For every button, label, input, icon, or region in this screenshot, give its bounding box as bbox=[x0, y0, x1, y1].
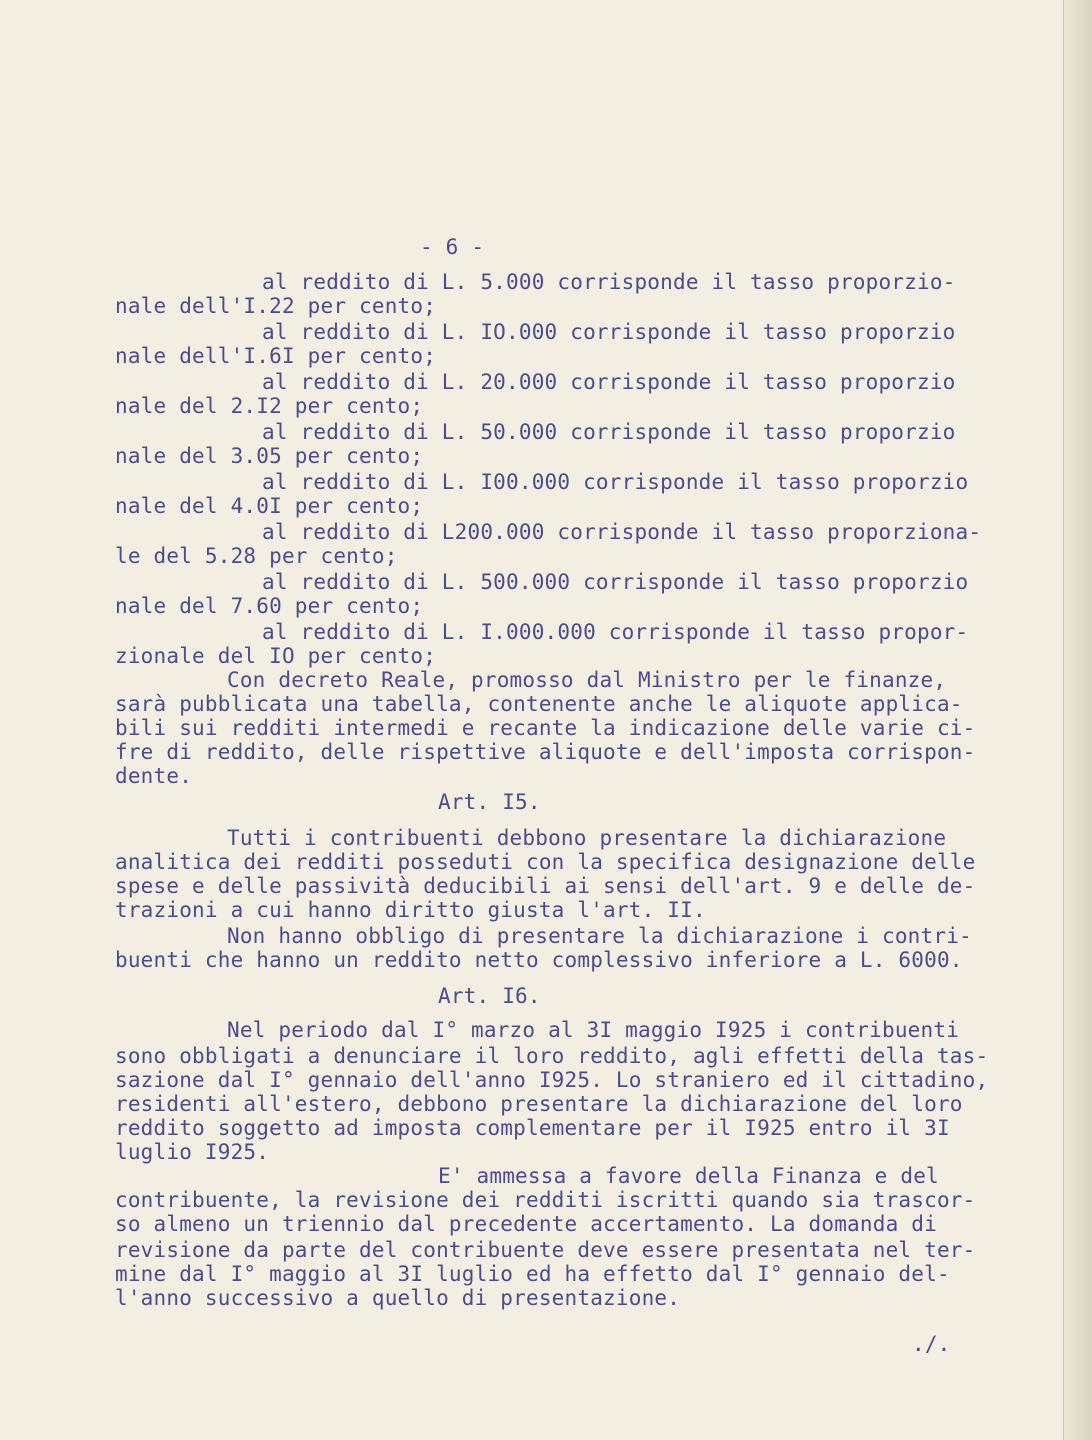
text-line: al reddito di L. 500.000 corrisponde il tasso proporzio bbox=[262, 570, 969, 594]
text-line: reddito soggetto ad imposta complementare per il I925 entro il 3I bbox=[115, 1116, 950, 1140]
continuation-mark: ./. bbox=[912, 1332, 951, 1356]
text-line: so almeno un triennio dal precedente accertamento. La domanda di bbox=[115, 1212, 937, 1236]
text-line: al reddito di L. IO.000 corrisponde il tasso proporzio bbox=[262, 320, 956, 344]
text-line: nale del 7.60 per cento; bbox=[115, 594, 424, 618]
text-line: mine dal I° maggio al 3I luglio ed ha effetto dal I° gennaio del- bbox=[115, 1262, 950, 1286]
text-line: spese e delle passività deducibili ai sensi dell'art. 9 e delle de- bbox=[115, 874, 976, 898]
text-line: Non hanno obbligo di presentare la dichiarazione i contri- bbox=[227, 924, 972, 948]
text-line: al reddito di L. 5.000 corrisponde il tasso proporzio- bbox=[262, 270, 956, 294]
text-line: al reddito di L. I00.000 corrisponde il tasso proporzio bbox=[262, 470, 969, 494]
text-line: al reddito di L200.000 corrisponde il tasso proporziona- bbox=[262, 520, 982, 544]
text-line: trazioni a cui hanno diritto giusta l'art. II. bbox=[115, 898, 706, 922]
text-line: buenti che hanno un reddito netto complessivo inferiore a L. 6000. bbox=[115, 948, 963, 972]
article-heading: Art. I6. bbox=[438, 984, 541, 1008]
text-line: Con decreto Reale, promosso dal Ministro per le finanze, bbox=[227, 668, 947, 692]
text-line: sono obbligati a denunciare il loro reddito, agli effetti della tas- bbox=[115, 1044, 989, 1068]
text-line: al reddito di L. 20.000 corrisponde il tasso proporzio bbox=[262, 370, 956, 394]
text-line: residenti all'estero, debbono presentare la dichiarazione del loro bbox=[115, 1092, 963, 1116]
text-line: sarà pubblicata una tabella, contenente anche le aliquote applica- bbox=[115, 692, 963, 716]
text-line: revisione da parte del contribuente deve essere presentata nel ter- bbox=[115, 1238, 976, 1262]
text-line: nale dell'I.22 per cento; bbox=[115, 294, 437, 318]
text-line: dente. bbox=[115, 764, 193, 788]
text-line: fre di reddito, delle rispettive aliquote e dell'imposta corrispon- bbox=[115, 740, 976, 764]
text-line: sazione dal I° gennaio dell'anno I925. Lo straniero ed il cittadino, bbox=[115, 1068, 989, 1092]
text-line: nale del 2.I2 per cento; bbox=[115, 394, 424, 418]
text-line: Nel periodo dal I° marzo al 3I maggio I925 i contribuenti bbox=[227, 1018, 960, 1042]
article-heading: Art. I5. bbox=[438, 790, 541, 814]
text-line: bili sui redditi intermedi e recante la indicazione delle varie ci- bbox=[115, 716, 976, 740]
text-line: nale del 3.05 per cento; bbox=[115, 444, 424, 468]
page-number: - 6 - bbox=[420, 235, 485, 259]
text-line: zionale del IO per cento; bbox=[115, 644, 437, 668]
text-line: Tutti i contribuenti debbono presentare la dichiarazione bbox=[227, 826, 947, 850]
text-line: contribuente, la revisione dei redditi iscritti quando sia trascor- bbox=[115, 1188, 976, 1212]
text-line: al reddito di L. I.000.000 corrisponde il tasso propor- bbox=[262, 620, 969, 644]
text-line: E' ammessa a favore della Finanza e del bbox=[438, 1164, 939, 1188]
text-line: nale dell'I.6I per cento; bbox=[115, 344, 437, 368]
text-line: le del 5.28 per cento; bbox=[115, 544, 398, 568]
page-edge bbox=[1063, 0, 1092, 1440]
text-line: al reddito di L. 50.000 corrisponde il tasso proporzio bbox=[262, 420, 956, 444]
text-line: l'anno successivo a quello di presentazione. bbox=[115, 1286, 681, 1310]
text-line: analitica dei redditi posseduti con la specifica designazione delle bbox=[115, 850, 976, 874]
text-line: luglio I925. bbox=[115, 1140, 270, 1164]
text-line: nale del 4.0I per cento; bbox=[115, 494, 424, 518]
